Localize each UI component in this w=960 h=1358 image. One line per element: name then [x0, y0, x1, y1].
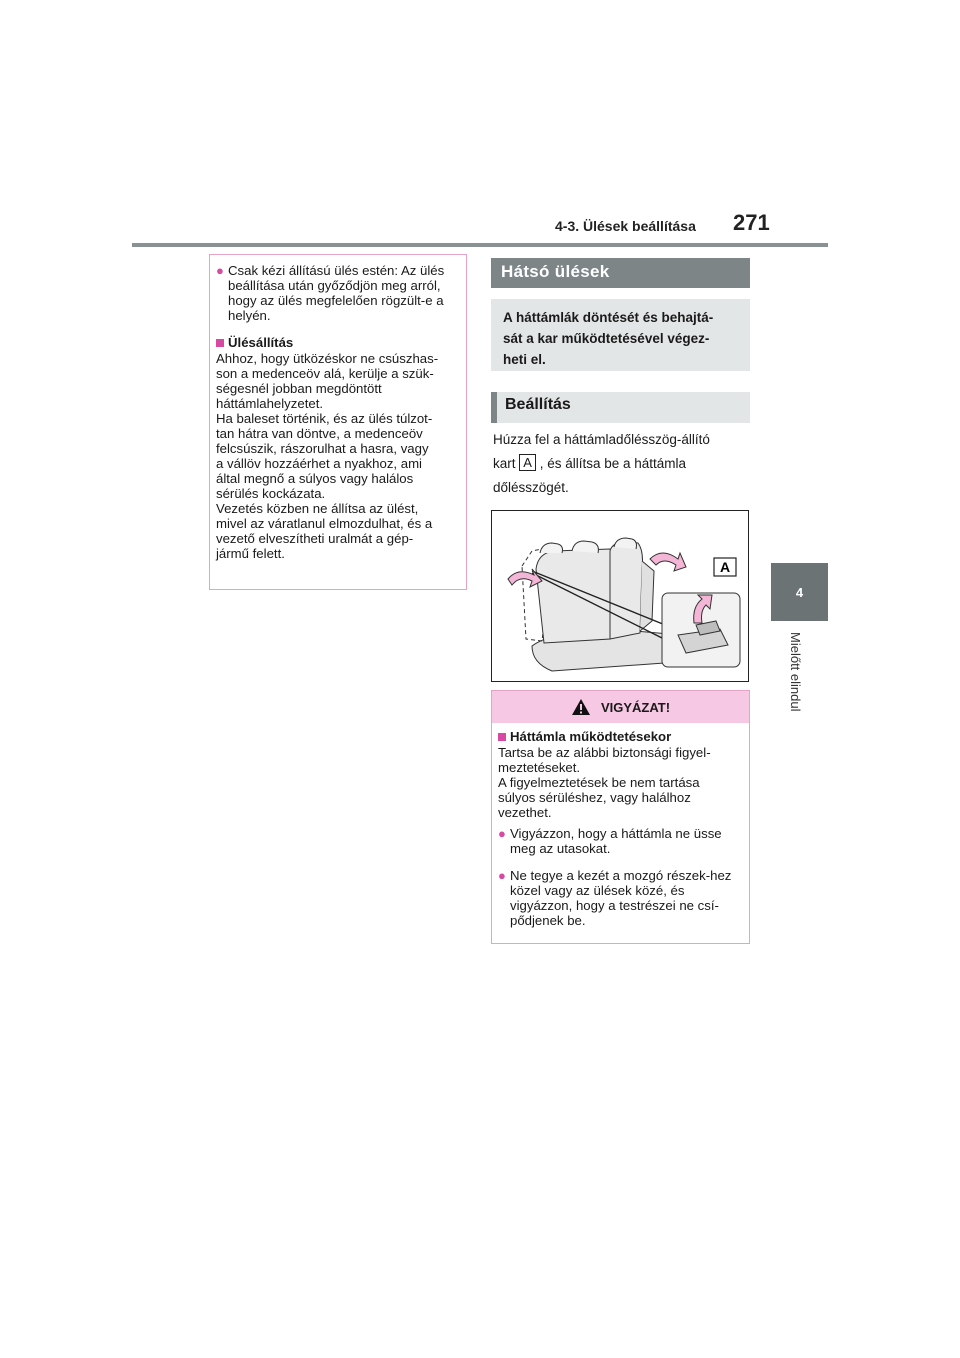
info-bullet	[216, 263, 460, 323]
info-paragraph: Ahhoz, hogy ütközéskor ne csúszhas- son a medenceöv alá, kerülje a szük- ségesnél jobban megdöntött háttámlahelyzetet. Ha baleset történik, és az ülés túlzot- tan hátra van döntve, a medenceöv felcsúszik, rászorulhat a hasra, vagy a vállöv hozzáérhet a nyakhoz, ami által megnő a súlyos vagy halálos sérülés kockázata. Vezetés közben ne állítsa az ülést, mivel az váratlanul elmozdulhat, és a vezető elveszítheti uralmát a gép- jármű felett.	[216, 351, 439, 561]
figure-label-a: A	[719, 559, 731, 575]
chapter-tab: 4	[771, 563, 828, 621]
header-divider	[132, 243, 828, 247]
chapter-label: Mielőtt elindul	[788, 632, 803, 712]
square-bullet-icon	[498, 733, 506, 741]
info-box	[209, 254, 467, 590]
page-number: 271	[733, 210, 770, 235]
instruction-pre: kart	[493, 456, 516, 471]
bullet-dot-icon: ●	[216, 263, 224, 278]
section-title: Hátsó ülések	[491, 258, 750, 288]
bullet-dot-icon: ●	[498, 826, 506, 841]
caution-title: VIGYÁZAT!	[600, 699, 671, 715]
info-subheading	[216, 335, 460, 350]
instruction-line-2	[493, 452, 748, 476]
caution-box	[491, 690, 750, 944]
caution-body	[492, 723, 749, 928]
caution-bullet	[498, 868, 743, 928]
instruction-line-3: dőlésszögét.	[493, 480, 569, 495]
instruction-post: , és állítsa be a háttámla	[539, 456, 687, 471]
caution-subheading	[498, 729, 743, 744]
subsection-title: Beállítás	[491, 392, 750, 423]
instruction-text	[493, 428, 748, 500]
caution-bullet-text: Vigyázzon, hogy a háttámla ne üsse meg az utasokat.	[510, 826, 722, 856]
bullet-dot-icon: ●	[498, 868, 506, 883]
seat-illustration	[491, 510, 749, 682]
caution-header	[492, 691, 749, 723]
caution-bullet-text: Ne tegye a kezét a mozgó részek-hez közel vagy az ülések közé, és vigyázzon, hogy a testrészei ne csí-pődjenek be.	[510, 868, 732, 928]
instruction-line-1: Húzza fel a háttámladőlésszög-állító	[493, 432, 710, 447]
caution-subheading-text: Háttámla működtetésekor	[510, 729, 672, 744]
caution-bullet	[498, 826, 743, 856]
rear-seat-drawing	[492, 511, 748, 681]
header-section-title: 4-3. Ülések beállítása	[555, 218, 696, 234]
info-subheading-text: Ülésállítás	[228, 335, 294, 350]
info-bullet-text: Csak kézi állítású ülés estén: Az ülés beállítása után győződjön meg arról, hogy az ülés megfelelően rögzült-e a helyén.	[228, 263, 445, 323]
callout-label-a: A	[519, 454, 536, 471]
section-intro: A háttámlák döntését és behajtá- sát a kar működtetésével végez- heti el.	[491, 299, 750, 371]
caution-paragraph: Tartsa be az alábbi biztonsági figyel- meztetéseket. A figyelmeztetések be nem tartása súlyos sérüléshez, vagy halálhoz vezethet.	[498, 745, 711, 820]
square-bullet-icon	[216, 339, 224, 347]
warning-triangle-icon	[571, 698, 591, 716]
